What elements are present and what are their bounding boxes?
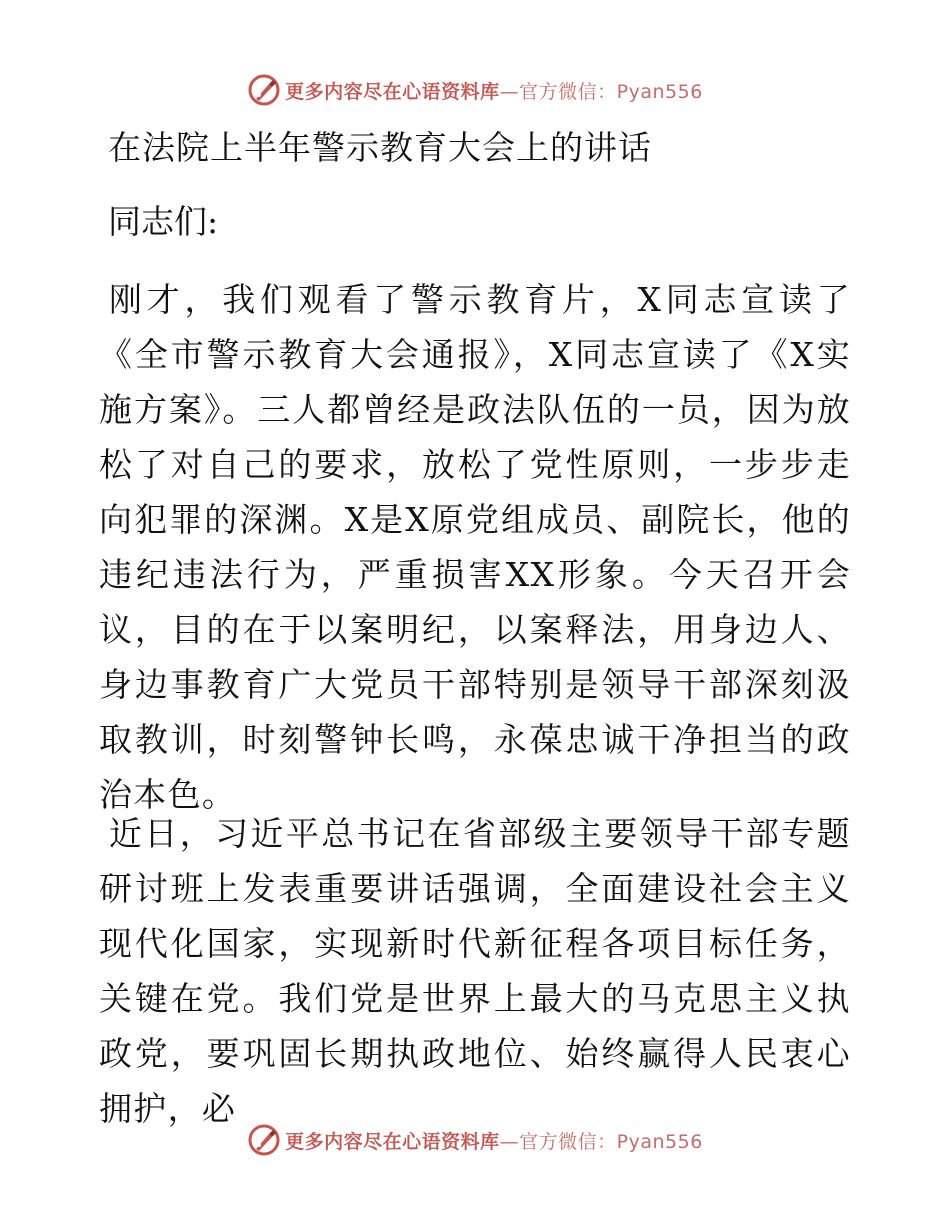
pen-seal-logo-icon (247, 1123, 281, 1157)
header-watermark (0, 70, 950, 110)
watermark-prefix: 更多内容尽在心语资料库 (285, 80, 500, 103)
watermark-suffix: 官方微信：Pyan556 (519, 1130, 703, 1153)
watermark-prefix: 更多内容尽在心语资料库 (285, 1130, 500, 1153)
paragraph-1: 刚才，我们观看了警示教育片，X同志宣读了《全市警示教育大会通报》，X同志宣读了《X实施方案》。三人都曾经是政法队伍的一员，因为放松了对自己的要求，放松了党性原则，一步步走向犯罪的深渊。X是X原党组成员、副院长，他的违纪违法行为，严重损害XX形象。今天召开会议，目的在于以案明纪，以案释法，用身边人、身边事教育广大党员干部特别是领导干部深刻汲取教训，时刻警钟长鸣，永葆忠诚干净担当的政治本色。 (99, 280, 851, 814)
watermark-separator: — (499, 80, 520, 103)
watermark-separator: — (499, 1130, 520, 1153)
pen-seal-logo-icon (247, 73, 281, 107)
document-title: 在法院上半年警示教育大会上的讲话 (108, 128, 652, 167)
watermark-suffix: 官方微信：Pyan556 (519, 80, 703, 103)
footer-watermark (0, 1120, 950, 1160)
paragraph-2: 近日，习近平总书记在省部级主要领导干部专题研讨班上发表重要讲话强调，全面建设社会主义现代化国家，实现新时代新征程各项目标任务，关键在党。我们党是世界上最大的马克思主义执政党，要巩固长期执政地位、始终赢得人民衷心拥护，必 (99, 814, 851, 1128)
salutation: 同志们: (108, 202, 219, 241)
